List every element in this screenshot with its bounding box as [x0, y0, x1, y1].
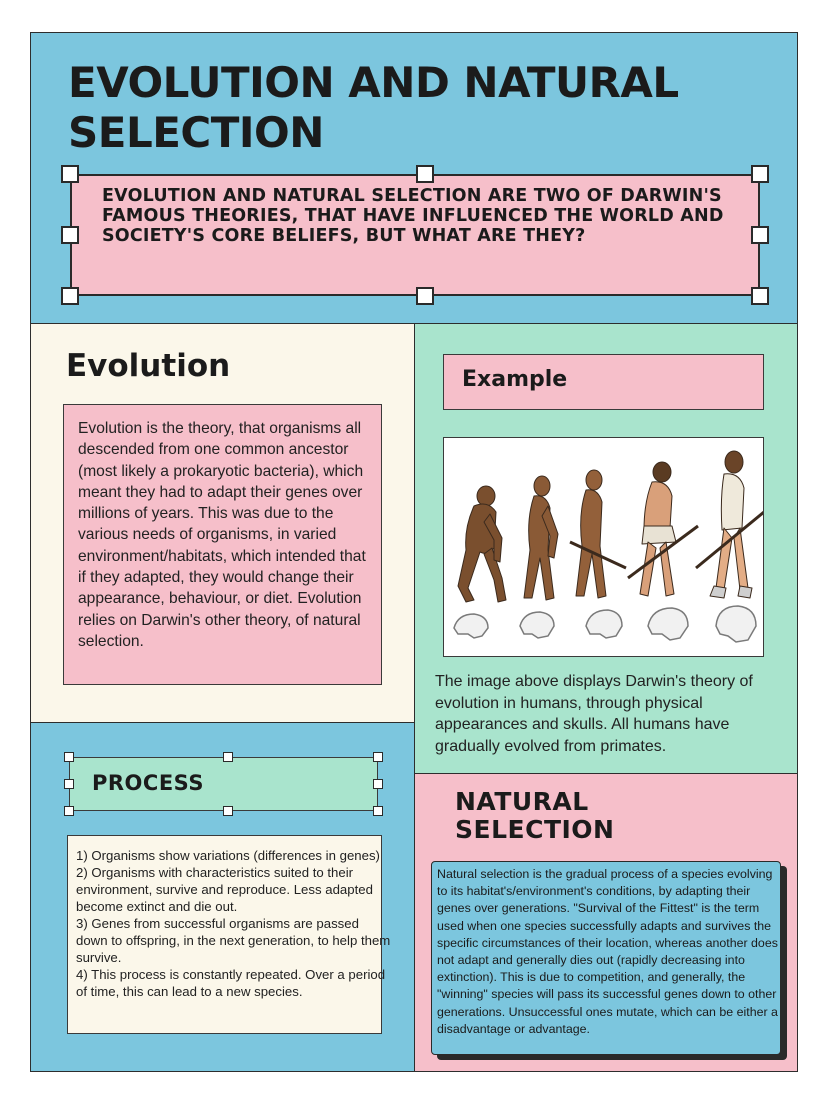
skull-4	[648, 608, 688, 640]
process-step: 2) Organisms with characteristics suited to their environment, survive and reproduce. Less adapted become extinct and die out.	[76, 865, 373, 914]
process-handle-middle-right[interactable]	[373, 779, 383, 789]
skull-1	[454, 614, 488, 638]
resize-handle-bottom-left[interactable]	[61, 287, 79, 305]
human-evolution-svg	[444, 438, 764, 657]
process-handle-bottom-left[interactable]	[64, 806, 74, 816]
resize-handle-middle-right[interactable]	[751, 226, 769, 244]
resize-handle-middle-left[interactable]	[61, 226, 79, 244]
process-step: 4) This process is constantly repeated. Over a period of time, this can lead to a new species.	[76, 967, 386, 999]
process-steps-list	[76, 847, 392, 1000]
evolution-heading: Evolution	[66, 348, 231, 384]
page-title: EVOLUTION AND NATURAL SELECTION	[68, 58, 679, 157]
early-hominid-figure	[524, 476, 558, 600]
skull-row	[454, 606, 756, 642]
modern-human-figure	[696, 451, 764, 598]
process-handle-top-right[interactable]	[373, 752, 383, 762]
process-handle-bottom-center[interactable]	[223, 806, 233, 816]
human-evolution-illustration	[443, 437, 764, 657]
process-handle-middle-left[interactable]	[64, 779, 74, 789]
process-handle-top-left[interactable]	[64, 752, 74, 762]
natural-selection-heading: NATURAL SELECTION	[455, 787, 615, 844]
hominid-with-stick-figure	[570, 470, 626, 598]
resize-handle-bottom-center[interactable]	[416, 287, 434, 305]
resize-handle-top-left[interactable]	[61, 165, 79, 183]
early-human-figure	[628, 462, 698, 596]
resize-handle-bottom-right[interactable]	[751, 287, 769, 305]
example-caption: The image above displays Darwin's theory of evolution in humans, through physical appearances and skulls. All humans have gradually evolved from primates.	[435, 673, 753, 755]
example-label: Example	[462, 367, 568, 392]
natural-selection-body: Natural selection is the gradual process of a species evolving to its habitat's/environment's conditions, by adapting their genes over generations. "Survival of the Fittest" is the term used when one species successfully adapts and survives the specific circumstances of their location, whereas another does not adapt and generally dies out (rapidly decreasing into extinction). This is due to competition, and generally, the "winning" species will pass its successful genes down to other generations. Unsuccessful ones mutate, which can be either a disadvantage or advantage.	[437, 867, 778, 1036]
process-step: 3) Genes from successful organisms are passed down to offspring, in the next generation, to help them survive.	[76, 916, 391, 965]
intro-text: EVOLUTION AND NATURAL SELECTION ARE TWO OF DARWIN'S FAMOUS THEORIES, THAT HAVE INFLUENCED THE WORLD AND SOCIETY'S CORE BELIEFS, BUT WHAT ARE THEY?	[102, 186, 724, 246]
resize-handle-top-center[interactable]	[416, 165, 434, 183]
skull-5	[716, 606, 756, 642]
process-handle-top-center[interactable]	[223, 752, 233, 762]
skull-2	[520, 612, 554, 638]
skull-3	[586, 610, 622, 638]
resize-handle-top-right[interactable]	[751, 165, 769, 183]
process-handle-bottom-right[interactable]	[373, 806, 383, 816]
evolution-body: Evolution is the theory, that organisms all descended from one common ancestor (most likely a prokaryotic bacteria), which meant they had to adapt their genes over millions of years. This was due to the various needs of organisms, in varied environment/habitats, which intended that if they adapted, they would change their appearance, behaviour, or diet. Evolution relies on Darwin's other theory, of natural selection.	[78, 420, 366, 650]
process-label: PROCESS	[92, 771, 204, 795]
process-step: 1) Organisms show variations (differences in genes)	[76, 848, 380, 863]
ape-figure	[458, 486, 506, 602]
